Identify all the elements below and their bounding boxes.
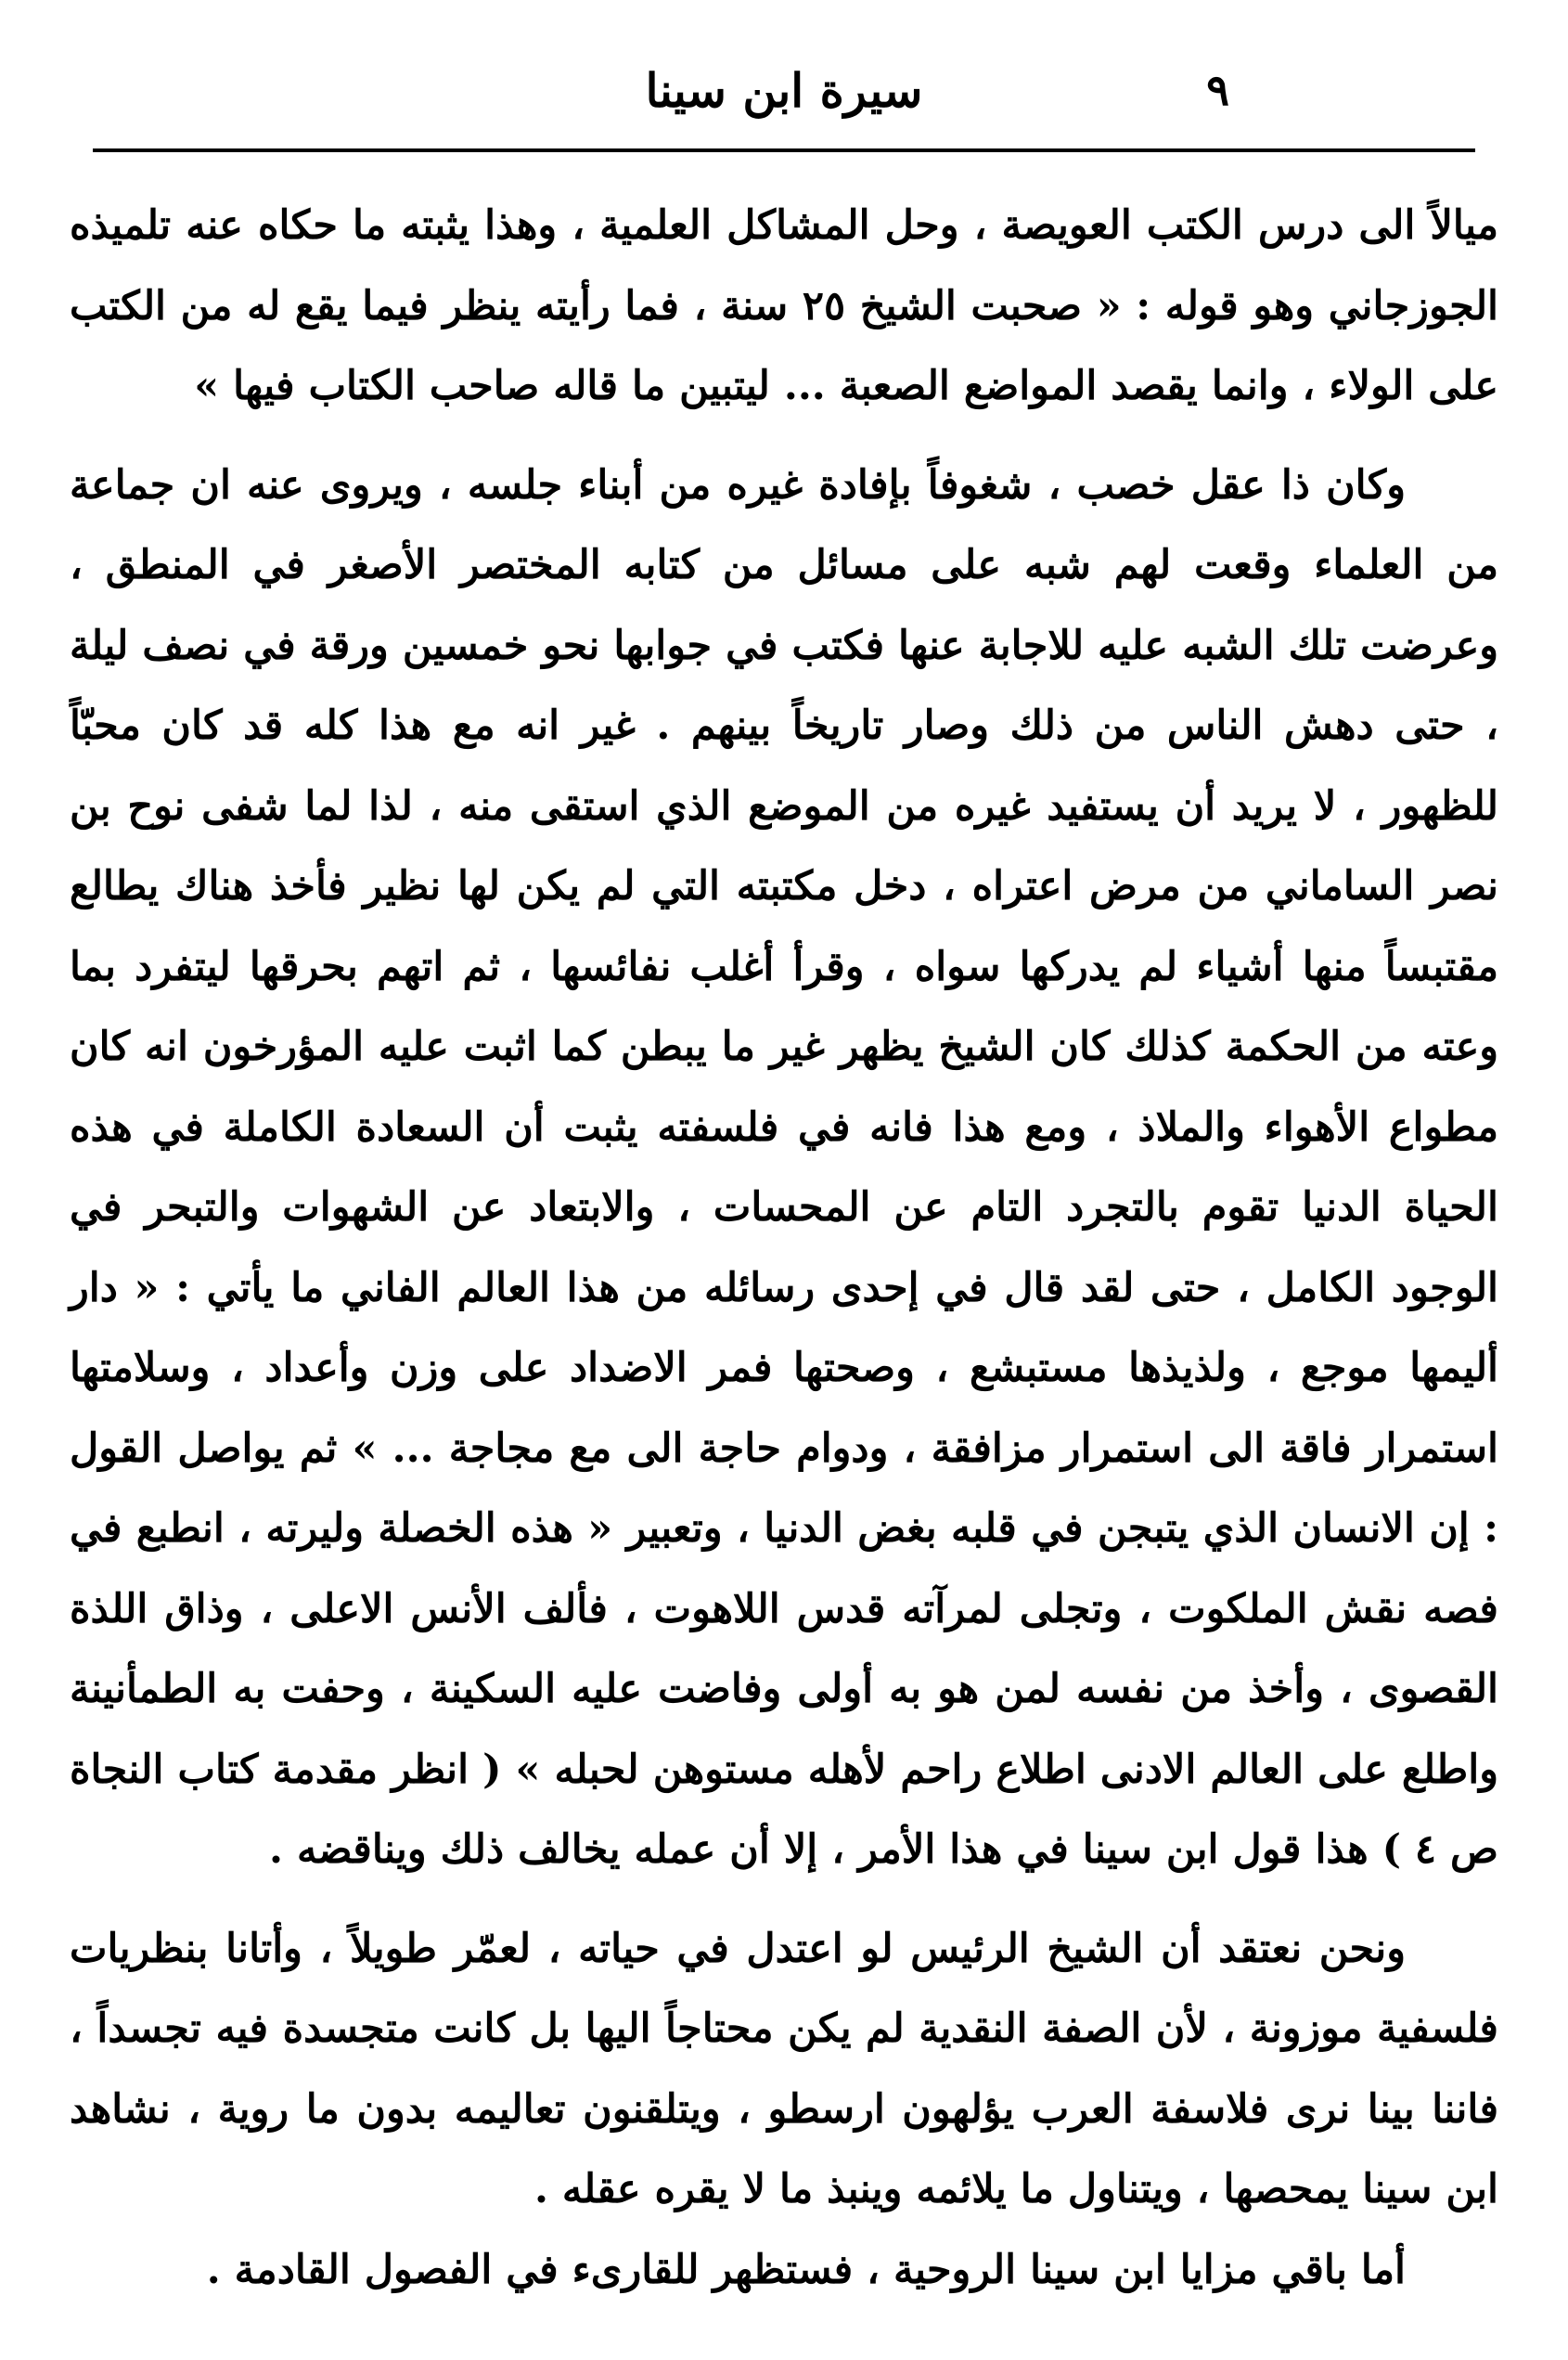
paragraph: وكان ذا عقل خصب ، شغوفاً بإفادة غيره من أبناء جلسه ، ويروى عنه ان جماعة من العلماء وقعت لهم شبه على مسائل من كتابه المختصر الأصغر في المنطق ، وعرضت تلك الشبه عليه للاجابة عنها فكتب في جوابها نحو خمسين ورقة في نصف ليلة ، حتى دهش الناس من ذلك وصار تاريخاً بينهم . غير انه مع هذا كله قد كان محبّاً للظهور ، لا يريد أن يستفيد غيره من الموضع الذي استقى منه ، لذا لما شفى نوح بن نصر الساماني من مرض اعتراه ، دخل مكتبته التي لم يكن لها نظير فأخذ هناك يطالع مقتبساً منها أشياء لم يدركها سواه ، وقرأ أغلب نفائسها ، ثم اتهم بحرقها ليتفرد بما وعته من الحكمة كذلك كان الشيخ يظهر غير ما يبطن كما اثبت عليه المؤرخون انه كان مطواع الأهواء والملاذ ، ومع هذا فانه في فلسفته يثبت أن السعادة الكاملة في هذه الحياة الدنيا تقوم بالتجرد التام عن المحسات ، والابتعاد عن الشهوات والتبحر في الوجود الكامل ، حتى لقد قال في إحدى رسائله من هذا العالم الفاني ما يأتي : « دار أليمها موجع ، ولذيذها مستبشع ، وصحتها فمر الاضداد على وزن وأعداد ، وسلامتها استمرار فاقة الى استمرار مزافقة ، ودوام حاجة الى مع مجاجة ... » ثم يواصل القول : إن الانسان الذي يتبجن في قلبه بغض الدنيا ، وتعبير « هذه الخصلة وليرته ، انطبع في فصه نقش الملكوت ، وتجلى لمرآته قدس اللاهوت ، فألف الأنس الاعلى ، وذاق اللذة القصوى ، وأخذ من نفسه لمن هو به أولى وفاضت عليه السكينة ، وحفت به الطمأنينة واطلع على العالم الادنى اطلاع راحم لأهله مستوهن لحبله » ( انظر مقدمة كتاب النجاة ص ٤ ) هذا قول ابن سينا في هذا الأمر ، إلا أن عمله يخالف ذلك ويناقضه . (70, 461, 1498, 1873)
page-number: ٩ (1206, 65, 1229, 115)
paragraph: ونحن نعتقد أن الشيخ الرئيس لو اعتدل في حياته ، لعمّر طويلاً ، وأتانا بنظريات فلسفية موزونة ، لأن الصفة النقدية لم يكن محتاجاً اليها بل كانت متجسدة فيه تجسداً ، فاننا بينا نرى فلاسفة العرب يؤلهون ارسطو ، ويتلقنون تعاليمه بدون ما روية ، نشاهد ابن سينا يمحصها ، ويتناول ما يلائمه وينبذ ما لا يقره عقله . (70, 1925, 1498, 2212)
paragraph: أما باقي مزايا ابن سينا الروحية ، فستظهر للقارىء في الفصول القادمة . (206, 2246, 1406, 2293)
page-header (93, 46, 1475, 135)
header-rule (93, 148, 1475, 152)
page-body (70, 186, 1498, 2310)
paragraph: ميالاً الى درس الكتب العويصة ، وحل المشاكل العلمية ، وهذا يثبته ما حكاه عنه تلميذه الجوزجاني وهو قوله : « صحبت الشيخ ٢٥ سنة ، فما رأيته ينظر فيما يقع له من الكتب على الولاء ، وانما يقصد المواضع الصعبة ... ليتبين ما قاله صاحب الكتاب فيها » (70, 202, 1498, 409)
running-title: سيرة ابن سينا (645, 63, 923, 118)
